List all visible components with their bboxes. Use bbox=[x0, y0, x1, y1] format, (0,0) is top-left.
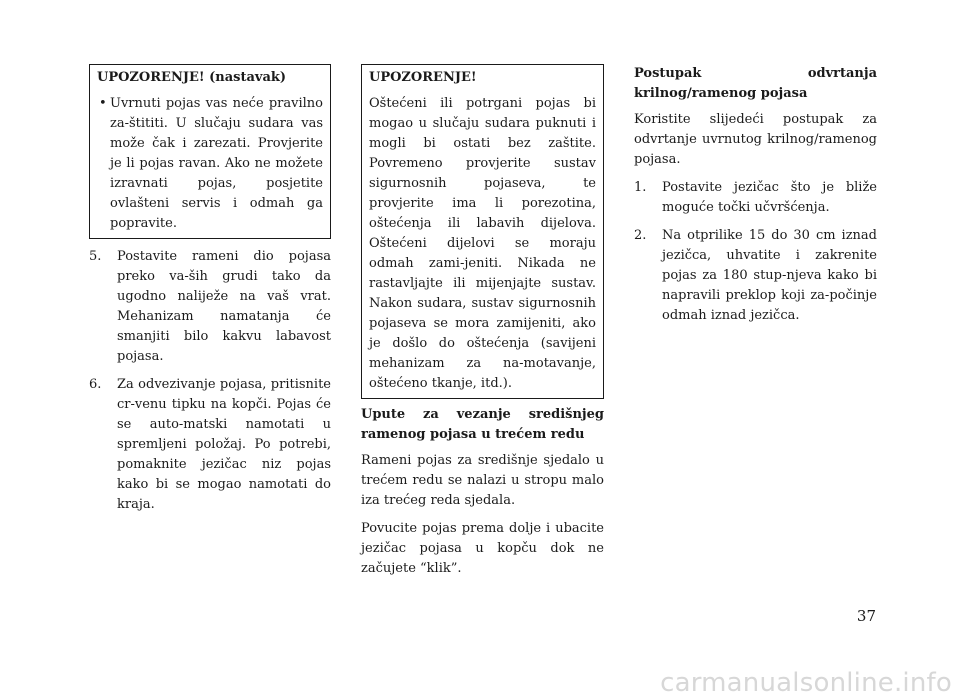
warning-title: UPOZORENJE! (nastavak) bbox=[97, 70, 287, 85]
section-heading: Postupak odvrtanja krilnog/ramenog pojasa bbox=[634, 66, 877, 101]
page-number: 37 bbox=[856, 607, 876, 625]
step-5 bbox=[89, 247, 331, 367]
middle-column bbox=[361, 64, 604, 587]
paragraph: Rameni pojas za središnje sjedalo u trećem redu se nalazi u stropu malo iza trećeg reda sjedala. bbox=[361, 453, 604, 508]
warning-box-continued bbox=[89, 64, 331, 239]
step-text: Postavite rameni dio pojasa preko va-ših grudi tako da ugodno naliježe na vaš vrat. Mehanizam namatanja će smanjiti bilo kakvu labavost pojasa. bbox=[117, 249, 331, 364]
step-1 bbox=[634, 178, 877, 218]
watermark: carmanualsonline.info bbox=[660, 668, 952, 698]
step-text: Postavite jezičac što je bliže moguće točki učvršćenja. bbox=[662, 180, 877, 215]
right-column bbox=[634, 64, 877, 334]
step-text: Za odvezivanje pojasa, pritisnite cr-venu tipku na kopči. Pojas će se auto-matski namotati u spremljeni položaj. Po potrebi, pomaknite jezičac niz pojas kako bi se mogao namotati do kraja. bbox=[117, 377, 331, 512]
step-text: Na otprilike 15 do 30 cm iznad jezičca, uhvatite i zakrenite pojas za 180 stup-njeva kako bi napravili preklop koji za-počinje odmah iznad jezičca. bbox=[662, 228, 877, 323]
intro-paragraph: Koristite slijedeći postupak za odvrtanje uvrnutog krilnog/ramenog pojasa. bbox=[634, 112, 877, 167]
left-column bbox=[89, 64, 331, 523]
warning-title: UPOZORENJE! bbox=[369, 70, 477, 85]
warning-box bbox=[361, 64, 604, 399]
warning-bullet-text: Uvrnuti pojas vas neće pravilno za-štititi. U slučaju sudara vas može čak i zarezati. Provjerite je li pojas ravan. Ako ne možete izravnati pojas, posjetite ovlašteni servis i odmah ga popravite. bbox=[110, 96, 323, 231]
section-heading: Upute za vezanje središnjeg ramenog pojasa u trećem redu bbox=[361, 407, 604, 442]
warning-bullet-item bbox=[97, 94, 323, 234]
step-number: 2. bbox=[634, 228, 647, 243]
step-number: 6. bbox=[89, 377, 102, 392]
step-6 bbox=[89, 375, 331, 515]
paragraph: Povucite pojas prema dolje i ubacite jezičac pojasa u kopču dok ne začujete “klik”. bbox=[361, 521, 604, 576]
step-2 bbox=[634, 226, 877, 326]
bullet-icon: • bbox=[99, 96, 107, 111]
step-number: 5. bbox=[89, 249, 102, 264]
warning-text: Oštećeni ili potrgani pojas bi mogao u slučaju sudara puknuti i mogli bi ostati bez zaštite. Povremeno provjerite sustav sigurnosnih pojaseva, te provjerite ima li porezotina, oštećenja ili labavih dijelova. Oštećeni dijelovi se moraju odmah zami-jeniti. Nikada ne rastavljajte ili mijenjajte sustav. Nakon sudara, sustav sigurnosnih pojaseva se mora zamijeniti, ako je došlo do oštećenja (savijeni mehanizam za na-motavanje, oštećeno tkanje, itd.). bbox=[369, 96, 596, 391]
step-number: 1. bbox=[634, 180, 647, 195]
